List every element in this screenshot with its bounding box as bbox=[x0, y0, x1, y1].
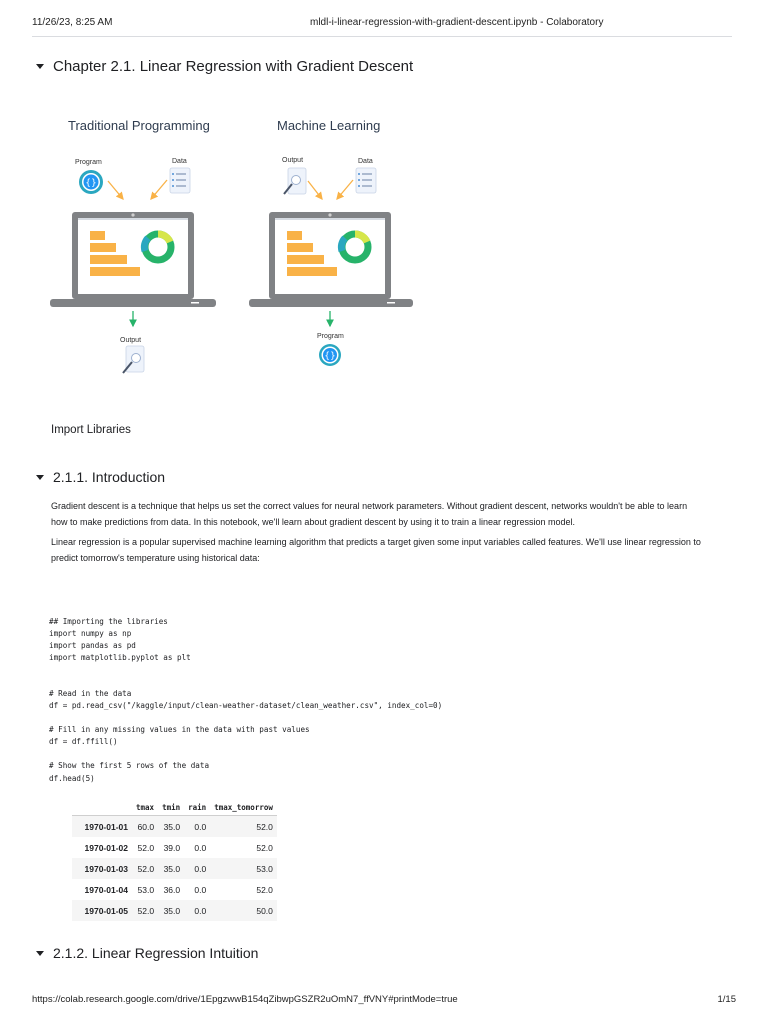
collapse-caret-icon[interactable] bbox=[36, 951, 44, 956]
right-program-glyph: {} bbox=[324, 351, 336, 362]
right-program-icon bbox=[319, 344, 341, 366]
cell-tmax: 53.0 bbox=[137, 884, 155, 895]
output-document-icon bbox=[123, 346, 144, 373]
cell-tmax-tomorrow: 52.0 bbox=[256, 884, 273, 895]
table-row bbox=[72, 837, 277, 858]
cell-rain: 0.0 bbox=[194, 884, 207, 895]
code-line: df.head(5) bbox=[49, 773, 95, 783]
code-line bbox=[49, 712, 442, 724]
left-laptop-icon bbox=[50, 212, 216, 307]
cell-tmax-tomorrow: 52.0 bbox=[210, 816, 277, 838]
cell-tmin: 35.0 bbox=[158, 858, 184, 879]
row-index: 1970-01-01 bbox=[72, 816, 132, 838]
print-header bbox=[0, 17, 768, 31]
import-libraries-text: Import Libraries bbox=[51, 424, 131, 436]
row-index: 1970-01-05 bbox=[72, 900, 132, 921]
programming-vs-ml-diagram bbox=[50, 88, 426, 393]
right-laptop-icon bbox=[249, 212, 413, 307]
table-row bbox=[72, 879, 277, 900]
code-line: df = df.ffill() bbox=[49, 737, 118, 747]
cell-tmin: 35.0 bbox=[158, 900, 184, 921]
cell-rain: 0.0 bbox=[184, 858, 210, 879]
diagram-right-title: Machine Learning bbox=[277, 118, 381, 133]
dataframe-output-table bbox=[72, 800, 277, 921]
intuition-heading[interactable] bbox=[36, 945, 258, 961]
code-cell-read-data[interactable] bbox=[49, 676, 442, 797]
cell-tmax: 52.0 bbox=[137, 842, 155, 853]
cell-tmax: 60.0 bbox=[132, 816, 158, 838]
code-line: # Read in the data bbox=[49, 689, 132, 699]
code-line bbox=[49, 748, 442, 760]
right-input-output-label: Output bbox=[282, 157, 304, 164]
left-output-label: Output bbox=[120, 337, 142, 344]
intro-paragraph-2: Linear regression is a popular supervised machine learning algorithm that predicts a target given some input variables called features. We'll use linear regression to predict tomorrow's temperature using historical data: bbox=[51, 537, 701, 563]
cell-tmin: 36.0 bbox=[163, 884, 181, 895]
table-row bbox=[72, 900, 277, 921]
intro-text-cell bbox=[51, 498, 701, 570]
program-glyph: {} bbox=[85, 178, 97, 189]
intuition-title: 2.1.2. Linear Regression Intuition bbox=[53, 945, 259, 961]
collapse-caret-icon[interactable] bbox=[36, 64, 44, 69]
column-header-tmax-tomorrow: tmax_tomorrow bbox=[210, 800, 277, 816]
code-line: import pandas as pd bbox=[49, 641, 136, 651]
cell-tmax-tomorrow: 50.0 bbox=[210, 900, 277, 921]
right-output-label: Program bbox=[317, 333, 344, 340]
left-input-program-label: Program bbox=[75, 159, 102, 166]
table-row bbox=[72, 816, 277, 838]
cell-rain: 0.0 bbox=[184, 816, 210, 838]
code-line: import matplotlib.pyplot as plt bbox=[49, 653, 191, 663]
column-header-index bbox=[72, 800, 132, 816]
code-line: import numpy as np bbox=[49, 629, 132, 639]
intro-heading[interactable] bbox=[36, 469, 165, 485]
magnifier-document-icon bbox=[284, 168, 306, 194]
page-number: 1/15 bbox=[717, 994, 736, 1005]
cell-tmin: 35.0 bbox=[158, 816, 184, 838]
table-row bbox=[72, 858, 277, 879]
print-url[interactable]: https://colab.research.google.com/drive/1EpgzwwB154qZibwpGSZR2uOmN7_ffVNY#printMode=true bbox=[32, 994, 458, 1005]
chapter-heading[interactable] bbox=[36, 58, 413, 75]
table-header-row bbox=[72, 800, 277, 816]
cell-tmax: 52.0 bbox=[132, 858, 158, 879]
column-header-rain: rain bbox=[184, 800, 210, 816]
code-line: ## Importing the libraries bbox=[49, 617, 168, 627]
cell-tmin: 39.0 bbox=[163, 842, 181, 853]
intro-paragraph-1: Gradient descent is a technique that helps us set the correct values for neural network parameters. Without gradient descent, networks wouldn't be able to learn how to make predictions from data. In this notebook, we'll learn about gradient descent by using it to train a linear regression model. bbox=[51, 501, 688, 527]
cell-tmax-tomorrow: 53.0 bbox=[210, 858, 277, 879]
code-cell-imports[interactable] bbox=[49, 604, 191, 677]
program-icon bbox=[79, 170, 103, 194]
cell-rain: 0.0 bbox=[184, 900, 210, 921]
row-index: 1970-01-04 bbox=[84, 884, 128, 895]
right-input-data-label: Data bbox=[358, 158, 373, 165]
column-header-tmin: tmin bbox=[158, 800, 184, 816]
code-line: df = pd.read_csv("/kaggle/input/clean-weather-dataset/clean_weather.csv", index_col=0) bbox=[49, 701, 443, 711]
code-line: # Fill in any missing values in the data with past values bbox=[49, 725, 310, 735]
right-data-list-icon bbox=[356, 168, 376, 193]
print-doc-title: mldl-i-linear-regression-with-gradient-descent.ipynb - Colaboratory bbox=[310, 17, 604, 28]
print-datetime: 11/26/23, 8:25 AM bbox=[32, 17, 113, 28]
diagram-left-title: Traditional Programming bbox=[68, 118, 210, 133]
row-index: 1970-01-02 bbox=[84, 842, 128, 853]
header-divider bbox=[32, 36, 732, 37]
diagram-svg bbox=[50, 88, 426, 393]
code-line: # Show the first 5 rows of the data bbox=[49, 761, 210, 771]
collapse-caret-icon[interactable] bbox=[36, 475, 44, 480]
left-input-data-label: Data bbox=[172, 158, 187, 165]
data-list-icon bbox=[170, 168, 190, 193]
cell-tmax-tomorrow: 52.0 bbox=[256, 842, 273, 853]
row-index: 1970-01-03 bbox=[72, 858, 132, 879]
intro-title: 2.1.1. Introduction bbox=[53, 469, 166, 485]
cell-tmax: 52.0 bbox=[132, 900, 158, 921]
column-header-tmax: tmax bbox=[132, 800, 158, 816]
cell-rain: 0.0 bbox=[194, 842, 207, 853]
chapter-title: Chapter 2.1. Linear Regression with Gradient Descent bbox=[53, 58, 414, 75]
